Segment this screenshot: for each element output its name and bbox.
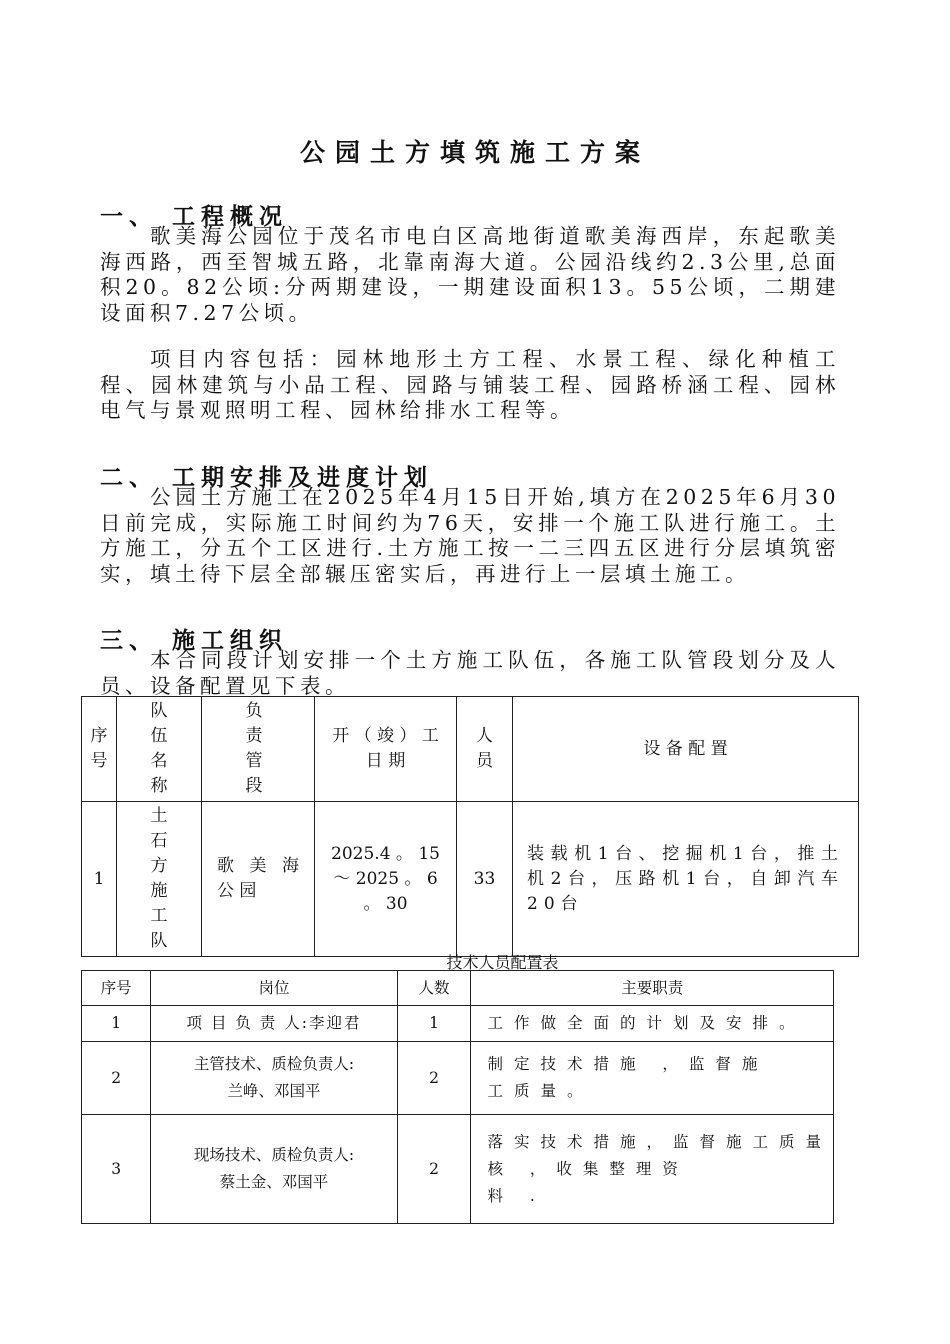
team-table: [81, 696, 859, 957]
row-count: 2: [397, 1042, 471, 1115]
tech-table-header-row: [82, 971, 834, 1006]
row-dates: 2025.4 。 15 ～ 2025 。 6 。 30: [315, 802, 457, 957]
row-section: 歌 美 海 公 园: [202, 802, 315, 957]
row-role: 主管技术、质检负责人: 兰峥、邓国平: [151, 1042, 397, 1115]
header-role: 岗位: [151, 971, 397, 1006]
team-table-header-row: [82, 697, 859, 802]
row-duty: 落实技术措施，监督施工质量 核 ，收集整理资 料 .: [471, 1115, 834, 1224]
row-no: 3: [82, 1115, 151, 1224]
header-duty: 主要职责: [471, 971, 834, 1006]
row-role: 现场技术、质检负责人: 蔡土金、邓国平: [151, 1115, 397, 1224]
header-no: 序号: [82, 971, 151, 1006]
tech-table-caption: 技术人员配置表: [446, 953, 559, 972]
row-no: 1: [82, 802, 117, 957]
row-equipment: 装载机1台、挖掘机1台，推土机2台，压路机1台，自卸汽车20台: [513, 802, 859, 957]
section-3-heading: 三、 施工组织: [100, 627, 289, 654]
table-row: [82, 802, 859, 957]
header-count: 人数: [397, 971, 471, 1006]
row-duty: 工作做全面的计划及安排。: [471, 1006, 834, 1042]
row-count: 1: [397, 1006, 471, 1042]
section-3-paragraph-1: 本合同段计划安排一个土方施工队伍，各施工队管段划分及人员、设备配置见下表。: [100, 648, 840, 698]
header-dates: 开 （ 竣 ） 工 日 期: [315, 697, 457, 802]
row-team-name: 土石方施工队: [117, 802, 202, 957]
row-no: 1: [82, 1006, 151, 1042]
table-row: [82, 1006, 834, 1042]
tech-staff-table: [81, 970, 834, 1224]
row-duty: 制定技术措施 ，监督施 工质量。: [471, 1042, 834, 1115]
section-2-paragraph-1: 公园土方施工在2025年4月15日开始,填方在2025年6月30日前完成，实际施工时间约为76天，安排一个施工队进行施工。土方施工，分五个工区进行.土方施工按一二三四五区进行分层填筑密实，填土待下层全部辗压密实后，再进行上一层填土施工。: [100, 485, 840, 587]
section-1-paragraph-2: 项目内容包括：园林地形土方工程、水景工程、绿化种植工程、园林建筑与小品工程、园路与铺装工程、园路桥涵工程、园林电气与景观照明工程、园林给排水工程等。: [100, 347, 840, 423]
section-1-paragraph-1: 歌美海公园位于茂名市电白区高地街道歌美海西岸，东起歌美海西路，西至智城五路，北靠南海大道。公园沿线约2.3公里,总面积20。82公顷:分两期建设，一期建设面积13。55公顷，二期建设面积7.27公顷。: [100, 224, 840, 326]
table-row: [82, 1115, 834, 1224]
header-team-name: 队伍名称: [117, 697, 202, 802]
header-section: 负 责 管 段: [202, 697, 315, 802]
section-1-heading: 一、 工程概况: [100, 203, 289, 230]
header-no: 序号: [82, 697, 117, 802]
section-2-heading: 二、 工期安排及进度计划: [100, 464, 434, 491]
row-no: 2: [82, 1042, 151, 1115]
table-row: [82, 1042, 834, 1115]
row-people: 33: [457, 802, 513, 957]
header-equipment: 设 备 配 置: [513, 697, 859, 802]
row-count: 2: [397, 1115, 471, 1224]
document-title: 公园土方填筑施工方案: [299, 138, 650, 167]
row-role: 项 目 负 责 人:李迎君: [151, 1006, 397, 1042]
header-people: 人员: [457, 697, 513, 802]
